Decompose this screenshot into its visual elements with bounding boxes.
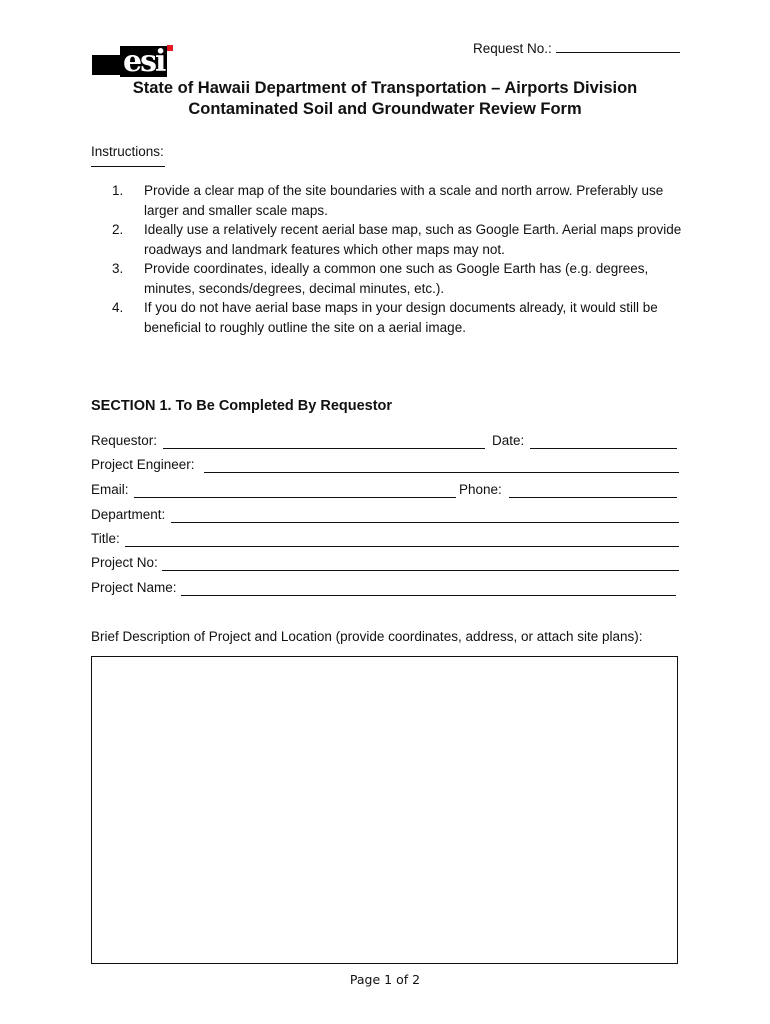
project-engineer-row [91,457,681,475]
date-field[interactable] [530,448,677,449]
date-label: Date: [492,433,525,448]
page-number: Page 1 of 2 [349,972,421,987]
list-item: 1. Provide a clear map of the site boundaries with a scale and north arrow. Preferably use larger and smaller scale maps. [112,183,664,218]
form-title-line1: State of Hawaii Department of Transportation – Airports Division [132,79,638,97]
project-name-label: Project Name: [91,580,177,595]
instructions-underline [91,166,165,167]
email-label: Email: [91,482,129,497]
title-label: Title: [91,531,120,546]
description-label: Brief Description of Project and Location (provide coordinates, address, or attach site plans): [91,629,643,644]
instructions-list [112,181,692,337]
logo-text: esi [120,46,167,77]
department-label: Department: [91,507,166,522]
phone-label: Phone: [459,482,502,497]
requestor-row [91,433,681,451]
form-title-line2: Contaminated Soil and Groundwater Review Form [188,100,582,118]
list-item: 2. Ideally use a relatively recent aerial base map, such as Google Earth. Aerial maps provide roadways and landmark features which other maps may not. [112,222,682,257]
phone-field[interactable] [509,497,677,498]
request-number-label: Request No.: [473,41,552,56]
project-name-row [91,580,681,598]
request-number-blank[interactable] [556,40,680,53]
project-name-field[interactable] [181,595,676,596]
project-no-label: Project No: [91,555,158,570]
requestor-label: Requestor: [91,433,158,448]
email-row [91,482,681,500]
department-field[interactable] [171,522,679,523]
esi-logo [92,45,178,78]
requestor-field[interactable] [163,448,485,449]
project-engineer-field[interactable] [204,472,679,473]
instructions-label: Instructions: [91,144,164,159]
project-no-row [91,555,681,573]
request-number [473,40,680,56]
title-field[interactable] [125,546,679,547]
list-item: 4. If you do not have aerial base maps in your design documents already, it would still be beneficial to roughly outline the site on a aerial image. [112,300,658,335]
title-row [91,531,681,549]
email-field[interactable] [134,497,456,498]
description-textarea[interactable] [91,656,678,964]
project-engineer-label: Project Engineer: [91,457,195,472]
list-item: 3. Provide coordinates, ideally a common one such as Google Earth has (e.g. degrees, minutes, seconds/degrees, decimal minutes, etc.). [112,261,649,296]
project-no-field[interactable] [162,570,679,571]
department-row [91,507,681,525]
section1-heading: SECTION 1. To Be Completed By Requestor [91,398,393,414]
